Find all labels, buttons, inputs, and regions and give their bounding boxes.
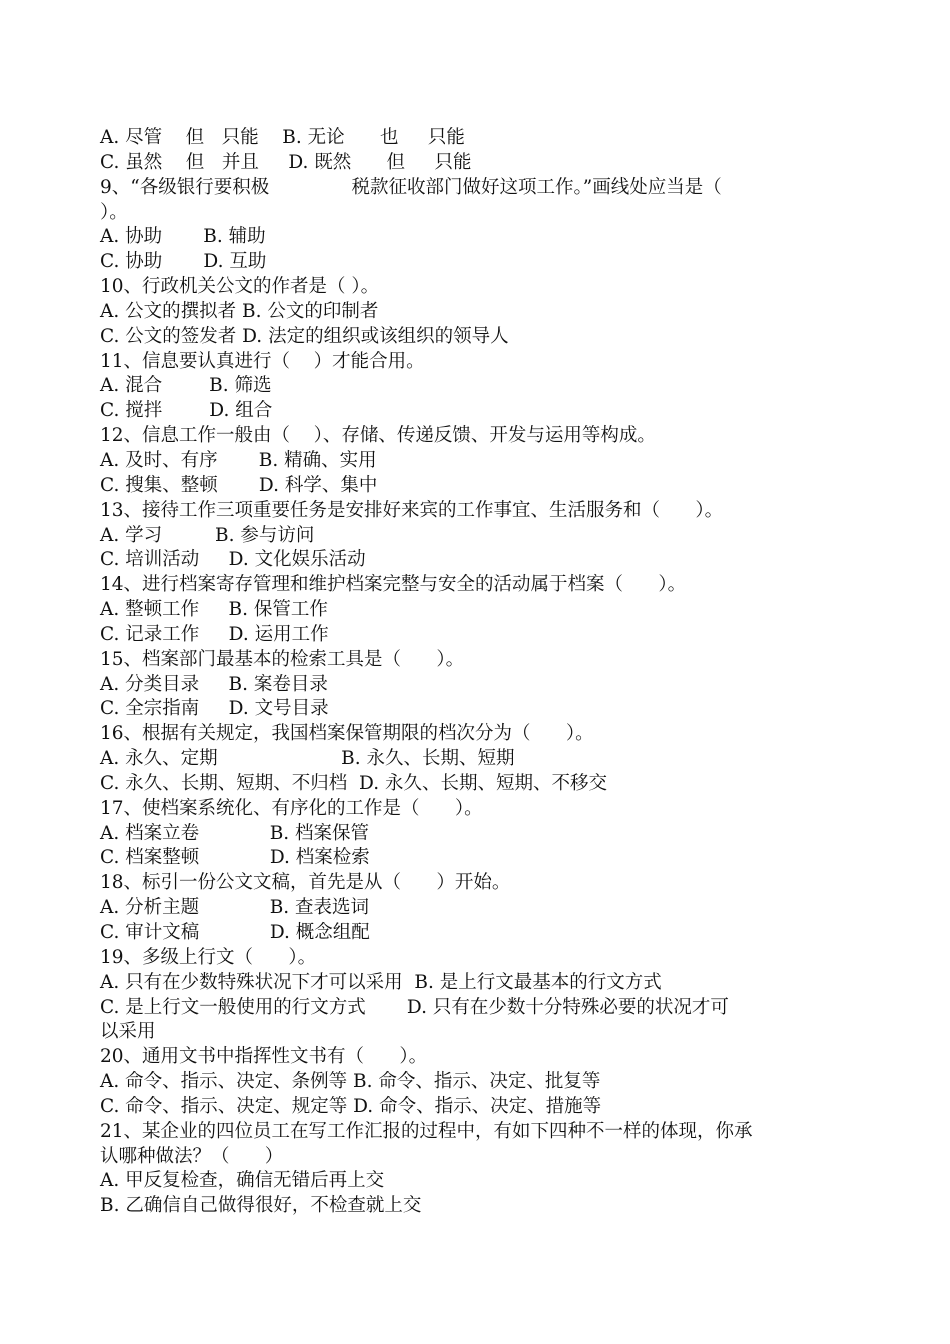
option-line: B. 乙确信自己做得很好，不检查就上交 — [100, 1195, 422, 1217]
question-text: 14、进行档案寄存管理和维护档案完整与安全的活动属于档案（ ）。 — [100, 574, 687, 596]
question-text: 11、信息要认真进行（ ）才能合用。 — [100, 350, 425, 372]
option-line: C. 是上行文一般使用的行文方式 D. 只有在少数十分特殊必要的状况才可 — [100, 996, 729, 1018]
question-text: 18、标引一份公文文稿，首先是从（ ）开始。 — [100, 872, 511, 894]
option-line: C. 命令、指示、决定、规定等 D. 命令、指示、决定、措施等 — [100, 1095, 602, 1117]
question-text: 9、“各级银行要积极 税款征收部门做好这项工作。”画线处应当是（ — [100, 176, 722, 198]
question-text: 12、信息工作一般由（ ）、存储、传递反馈、开发与运用等构成。 — [100, 425, 656, 447]
option-line: C. 虽然 但 并且 D. 既然 但 只能 — [100, 151, 472, 173]
question-text: ）。 — [100, 201, 128, 223]
option-line: C. 记录工作 D. 运用工作 — [100, 623, 329, 645]
option-line: C. 搅拌 D. 组合 — [100, 400, 273, 422]
question-text: 19、多级上行文（ ）。 — [100, 946, 317, 968]
option-line: A. 协助 B. 辅助 — [100, 226, 266, 248]
question-text: 10、行政机关公文的作者是（ ）。 — [100, 276, 380, 298]
option-line: C. 全宗指南 D. 文号目录 — [100, 698, 329, 720]
option-line: A. 尽管 但 只能 B. 无论 也 只能 — [100, 127, 465, 148]
question-text: 16、根据有关规定，我国档案保管期限的档次分为（ ）。 — [100, 723, 594, 745]
option-line: A. 公文的撰拟者 B. 公文的印制者 — [100, 300, 379, 322]
option-line: A. 分类目录 B. 案卷目录 — [100, 673, 328, 695]
question-text: 20、通用文书中指挥性文书有（ ）。 — [100, 1046, 428, 1068]
option-line: A. 永久、定期 B. 永久、长期、短期 — [100, 748, 515, 770]
option-line: C. 公文的签发者 D. 法定的组织或该组织的领导人 — [100, 325, 509, 347]
option-line: A. 命令、指示、决定、条例等 B. 命令、指示、决定、批复等 — [100, 1071, 601, 1093]
question-text: 15、档案部门最基本的检索工具是（ ）。 — [100, 648, 465, 670]
option-line: C. 永久、长期、短期、不归档 D. 永久、长期、短期、不移交 — [100, 772, 607, 794]
option-line: A. 学习 B. 参与访问 — [100, 524, 315, 546]
option-line: A. 整顿工作 B. 保管工作 — [100, 599, 328, 621]
option-line: C. 搜集、整顿 D. 科学、集中 — [100, 474, 378, 496]
option-line: C. 审计文稿 D. 概念组配 — [100, 922, 370, 943]
option-line: C. 培训活动 D. 文化娱乐活动 — [100, 549, 366, 571]
option-line: A. 及时、有序 B. 精确、实用 — [100, 449, 377, 471]
question-text: 13、接待工作三项重要任务是安排好来宾的工作事宜、生活服务和（ ）。 — [100, 499, 724, 521]
option-line: A. 档案立卷 B. 档案保管 — [100, 822, 370, 844]
option-line: A. 混合 B. 筛选 — [100, 375, 272, 397]
question-text: 21、某企业的四位员工在写工作汇报的过程中，有如下四种不一样的体现，你承 — [100, 1120, 753, 1142]
question-text: 认哪种做法？（ ） — [100, 1145, 284, 1167]
option-line: A. 甲反复检查，确信无错后再上交 — [100, 1170, 385, 1192]
option-line: C. 档案整顿 D. 档案检索 — [100, 847, 370, 869]
question-text: 17、使档案系统化、有序化的工作是（ ）。 — [100, 797, 483, 819]
option-line: A. 分析主题 B. 查表选词 — [100, 897, 370, 919]
option-line: C. 协助 D. 互助 — [100, 251, 267, 273]
document-page — [100, 126, 845, 1219]
option-line: 以采用 — [100, 1021, 156, 1043]
option-line: A. 只有在少数特殊状况下才可以采用 B. 是上行文最基本的行文方式 — [100, 971, 662, 993]
